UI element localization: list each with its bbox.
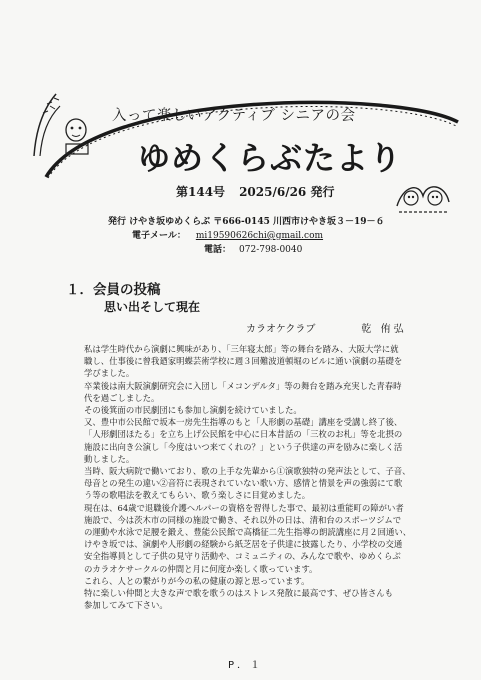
- author-name: 乾 侑弘: [361, 324, 407, 335]
- body-line: 学びました。: [84, 368, 135, 379]
- body-line: これら、人との繋がりが今の私の健康の源と思っています。: [84, 575, 310, 586]
- article-byline: [246, 320, 407, 335]
- page-number: P．１: [228, 660, 264, 671]
- body-line: 特に楽しい仲間と大きな声で歌を歌うのはストレス発散に最高です、ぜひ皆さんも: [84, 588, 393, 599]
- email-line: [132, 228, 323, 241]
- body-line: けやき坂では、演劇や人形劇の経験から紙芝居を子供達に披露したり、小学校の交通: [84, 539, 403, 550]
- body-line: 私は学生時代から演劇に興味があり、「三年寝太郎」等の舞台を踏み、大阪大学に就: [84, 344, 399, 354]
- email-link[interactable]: mi19590626chi@gmail.com: [195, 231, 324, 241]
- article-body: [84, 343, 464, 611]
- body-line: 安全指導員として子供の見守り活動や、コミュニティの、みんなで歌や、ゆめくらぶ: [84, 551, 401, 562]
- body-line: 「人形劇団ほたる」を立ち上げ公民館を中心に日本昔話の「三枚のお札」等を北摂の: [84, 429, 403, 440]
- newsletter-title: ゆめくらぶたより: [138, 139, 403, 177]
- phone-number: 072-798-0040: [239, 245, 303, 255]
- author-club: カラオケクラブ: [246, 324, 316, 335]
- body-line: 動しました。: [84, 453, 135, 464]
- email-label: 電子メール：: [132, 231, 186, 241]
- publisher-line: 発行 けやき坂ゆめくらぶ 〒666-0145 川西市けやき坂３－19－６: [108, 217, 385, 227]
- body-line: 現在は、64歳で退職後介護ヘルパーの資格を習得した事で、最初は重能町の障がい者: [84, 502, 404, 513]
- body-line: 職し、仕事後に曾我廼家明蝶芸術学校に週３回難波道頓堀のビルに通い演劇の基礎を: [84, 356, 403, 367]
- body-line: 又、豊中市公民館で坂本一房先生指導のもと「人形劇の基礎」講座を受講し終了後、: [84, 417, 403, 428]
- article-title: 思い出そして現在: [104, 300, 201, 314]
- body-line: その後箕面の市民劇団にも参加し演劇を続けていました。: [84, 405, 302, 416]
- issue-number: 第144号: [176, 185, 226, 199]
- newsletter-tagline: 入って楽しいアクティブ シニアの会: [112, 108, 356, 124]
- body-line: 参加してみて下さい。: [84, 600, 168, 611]
- body-line: う等の歌唱法を教えてもらい、歌う楽しさに目覚めました。: [84, 490, 311, 501]
- body-line: のカラオケサークルの仲間と月に何度か楽しく歌っています。: [84, 563, 318, 574]
- pampas-grass-illustration-icon: [26, 88, 96, 158]
- section-heading: １．会員の投稿: [66, 282, 161, 298]
- body-line: 当時、阪大病院で働いており、歌の上手な先輩から①演歌独特の発声法として、子音、: [84, 466, 411, 477]
- body-line: 施設に出向き公演し「今度はいつ来てくれの？」という子供達の声を励みに楽しく活: [84, 441, 403, 452]
- body-line: 代を過ごしました。: [84, 392, 160, 403]
- body-line: 施設で、今は茨木市の同様の施設で働き、それ以外の日は、清和台のスポーツジムで: [84, 514, 402, 525]
- phone-label: 電話：: [204, 245, 232, 255]
- body-line: 母音との発生の違い②音符に表現されていない歌い方、感情と情景を声の強弱にて歌: [84, 478, 403, 489]
- phone-line: [204, 242, 302, 255]
- issue-info: [176, 183, 348, 200]
- body-line: の運動や水泳で足腰を鍛え、豊能公民館で高橋征二先生指導の朗読講座に月２回通い、: [84, 527, 412, 538]
- body-line: 卒業後は南大阪演劇研究会に入団し「メコンデルタ」等の舞台を踏み充実した青春時: [84, 380, 402, 391]
- issue-date: 2025/6/26 発行: [239, 185, 335, 199]
